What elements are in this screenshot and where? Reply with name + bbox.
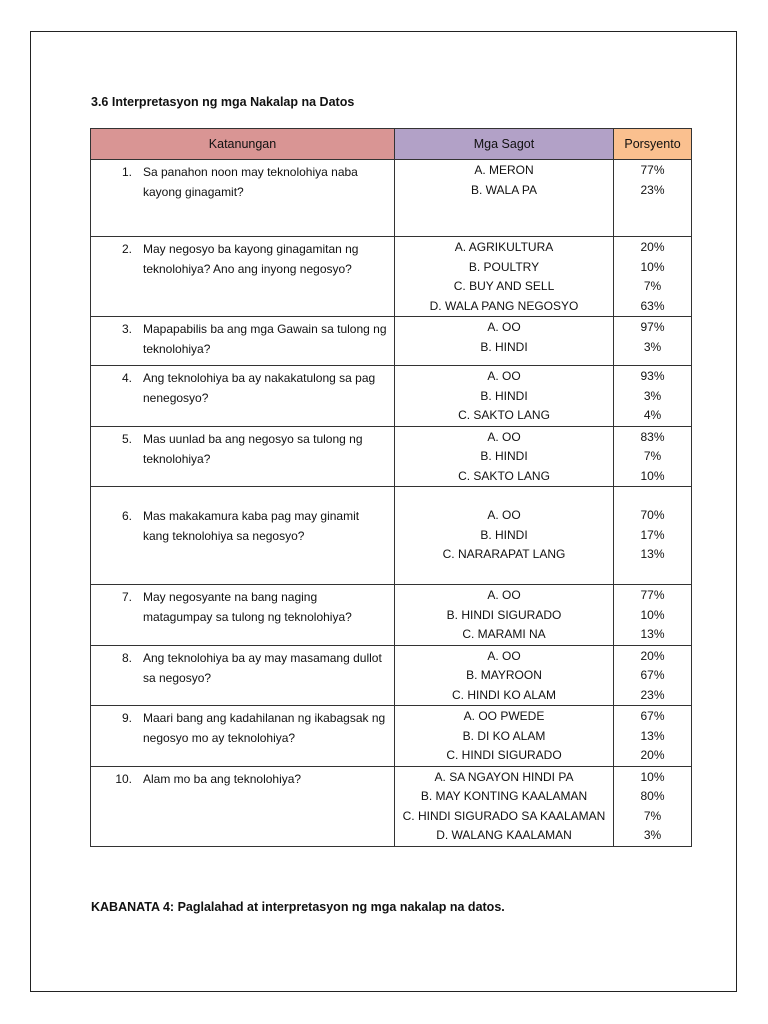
table-row [91, 706, 692, 767]
question-number: 10. [115, 771, 132, 786]
answer-option: A. OO [487, 320, 521, 334]
percent-value: 67% [640, 668, 665, 682]
answer-option: B. HINDI [480, 388, 528, 403]
percent-value: 7% [643, 808, 662, 823]
percent-value: 77% [640, 163, 665, 177]
table-row [91, 426, 692, 487]
answer-option: C. HINDI KO ALAM [451, 687, 557, 702]
table-row [91, 585, 692, 646]
percent-value: 13% [640, 728, 665, 743]
question-cell [91, 585, 395, 646]
question-text: Ang teknolohiya ba ay may masamang dullot sa negosyo? [143, 650, 382, 685]
question-number: 6. [121, 509, 132, 523]
answers-cell [395, 766, 614, 846]
percent-value: 13% [640, 627, 665, 641]
question-number: 2. [121, 242, 132, 256]
percent-value: 80% [640, 789, 665, 803]
percent-value: 3% [643, 828, 662, 842]
answer-option: A. SA NGAYON HINDI PA [434, 769, 574, 784]
answer-option: A. AGRIKULTURA [454, 240, 554, 254]
section-title: 3.6 Interpretasyon ng mga Nakalap na Datos [91, 95, 355, 109]
percent-value: 10% [640, 607, 665, 622]
answer-option: C. SAKTO LANG [458, 408, 550, 422]
percent-cell [614, 317, 692, 366]
header-katanungan: Katanungan [91, 129, 395, 160]
answers-cell [395, 426, 614, 487]
percent-value: 67% [640, 709, 665, 723]
percent-cell [614, 487, 692, 585]
percent-value: 3% [643, 339, 662, 354]
table-row [91, 366, 692, 427]
answer-option: B. HINDI [480, 339, 528, 354]
answers-cell [395, 317, 614, 366]
question-text: Mas uunlad ba ang negosyo sa tulong ng teknolohiya? [143, 431, 363, 466]
percent-value: 10% [640, 769, 665, 784]
question-cell [91, 366, 395, 427]
percent-value: 7% [643, 279, 662, 293]
answer-option: C. HINDI SIGURADO [446, 748, 562, 762]
percent-cell [614, 366, 692, 427]
percent-value: 93% [640, 369, 665, 383]
answer-option: A. OO PWEDE [463, 709, 545, 723]
answer-option: C. HINDI SIGURADO SA KAALAMAN [402, 808, 606, 823]
question-number: 1. [121, 165, 132, 179]
answers-cell [395, 160, 614, 237]
percent-cell [614, 426, 692, 487]
header-porsyento: Porsyento [614, 129, 692, 160]
answer-option: A. OO [487, 369, 521, 383]
answer-option: B. WALA PA [470, 182, 538, 197]
percent-cell [614, 706, 692, 767]
percent-value: 70% [640, 508, 665, 522]
question-cell [91, 160, 395, 237]
question-text: May negosyante na bang naging matagumpay sa tulong ng teknolohiya? [143, 590, 352, 624]
answer-option: D. WALA PANG NEGOSYO [429, 298, 579, 313]
question-text: Maari bang ang kadahilanan ng ikabagsak ng negosyo mo ay teknolohiya? [143, 711, 386, 745]
question-cell [91, 766, 395, 846]
percent-value: 23% [640, 687, 665, 702]
percent-value: 4% [643, 408, 662, 422]
percent-value: 97% [640, 320, 665, 334]
question-cell [91, 317, 395, 366]
percent-value: 20% [640, 240, 665, 254]
answers-cell [395, 487, 614, 585]
answer-option: D. WALANG KAALAMAN [436, 828, 572, 842]
question-text: Sa panahon noon may teknolohiya naba kayong ginagamit? [143, 165, 358, 199]
question-text: May negosyo ba kayong ginagamitan ng teknolohiya? Ano ang inyong negosyo? [143, 242, 359, 276]
answer-option: A. OO [487, 588, 521, 602]
question-text: Mas makakamura kaba pag may ginamit kang teknolohiya sa negosyo? [143, 509, 360, 543]
question-cell [91, 487, 395, 585]
answer-option: B. HINDI [480, 527, 528, 542]
question-number: 7. [121, 590, 132, 604]
survey-table [90, 128, 692, 847]
percent-cell [614, 160, 692, 237]
answer-option: A. OO [487, 429, 521, 444]
question-cell [91, 706, 395, 767]
question-cell [91, 645, 395, 706]
percent-value: 77% [640, 588, 665, 602]
percent-value: 83% [640, 429, 665, 444]
table-row [91, 160, 692, 237]
answers-cell [395, 645, 614, 706]
percent-cell [614, 645, 692, 706]
answer-option: B. MAY KONTING KAALAMAN [420, 789, 588, 803]
table-row [91, 645, 692, 706]
percent-value: 20% [640, 648, 665, 663]
chapter-title: KABANATA 4: Paglalahad at interpretasyon ng mga nakalap na datos. [91, 900, 505, 914]
percent-value: 23% [640, 182, 665, 197]
question-cell [91, 237, 395, 317]
answer-option: C. MARAMI NA [462, 627, 546, 641]
question-number: 3. [121, 322, 132, 336]
answer-option: B. HINDI [480, 449, 528, 463]
percent-value: 10% [640, 259, 665, 274]
answers-cell [395, 237, 614, 317]
percent-value: 3% [643, 388, 662, 403]
answers-cell [395, 706, 614, 767]
table-header-row [91, 129, 692, 160]
answer-option: C. NARARAPAT LANG [442, 547, 566, 561]
answer-option: A. OO [487, 648, 521, 663]
answer-option: B. DI KO ALAM [462, 728, 546, 743]
answer-option: A. OO [487, 508, 521, 522]
percent-cell [614, 766, 692, 846]
question-number: 5. [121, 431, 132, 446]
table-row [91, 487, 692, 585]
answer-option: A. MERON [474, 163, 534, 177]
answer-option: C. SAKTO LANG [458, 468, 550, 483]
answer-option: B. MAYROON [466, 668, 542, 682]
question-text: Ang teknolohiya ba ay nakakatulong sa pag nenegosyo? [143, 371, 376, 405]
table-row [91, 237, 692, 317]
percent-value: 10% [640, 468, 665, 483]
header-mga-sagot: Mga Sagot [395, 129, 614, 160]
answers-cell [395, 585, 614, 646]
answer-option: C. BUY AND SELL [453, 279, 555, 293]
question-number: 4. [121, 371, 132, 385]
answer-option: B. HINDI SIGURADO [446, 607, 562, 622]
question-number: 9. [121, 711, 132, 725]
percent-cell [614, 585, 692, 646]
table-row [91, 317, 692, 366]
question-text: Alam mo ba ang teknolohiya? [143, 771, 302, 786]
percent-value: 17% [640, 527, 665, 542]
percent-value: 7% [643, 449, 662, 463]
percent-value: 20% [640, 748, 665, 762]
percent-value: 63% [640, 298, 665, 313]
answer-option: B. POULTRY [468, 259, 540, 274]
percent-value: 13% [640, 547, 665, 561]
answers-cell [395, 366, 614, 427]
question-text: Mapapabilis ba ang mga Gawain sa tulong ng teknolohiya? [143, 322, 387, 356]
percent-cell [614, 237, 692, 317]
question-number: 8. [121, 650, 132, 665]
table-row [91, 766, 692, 846]
question-cell [91, 426, 395, 487]
